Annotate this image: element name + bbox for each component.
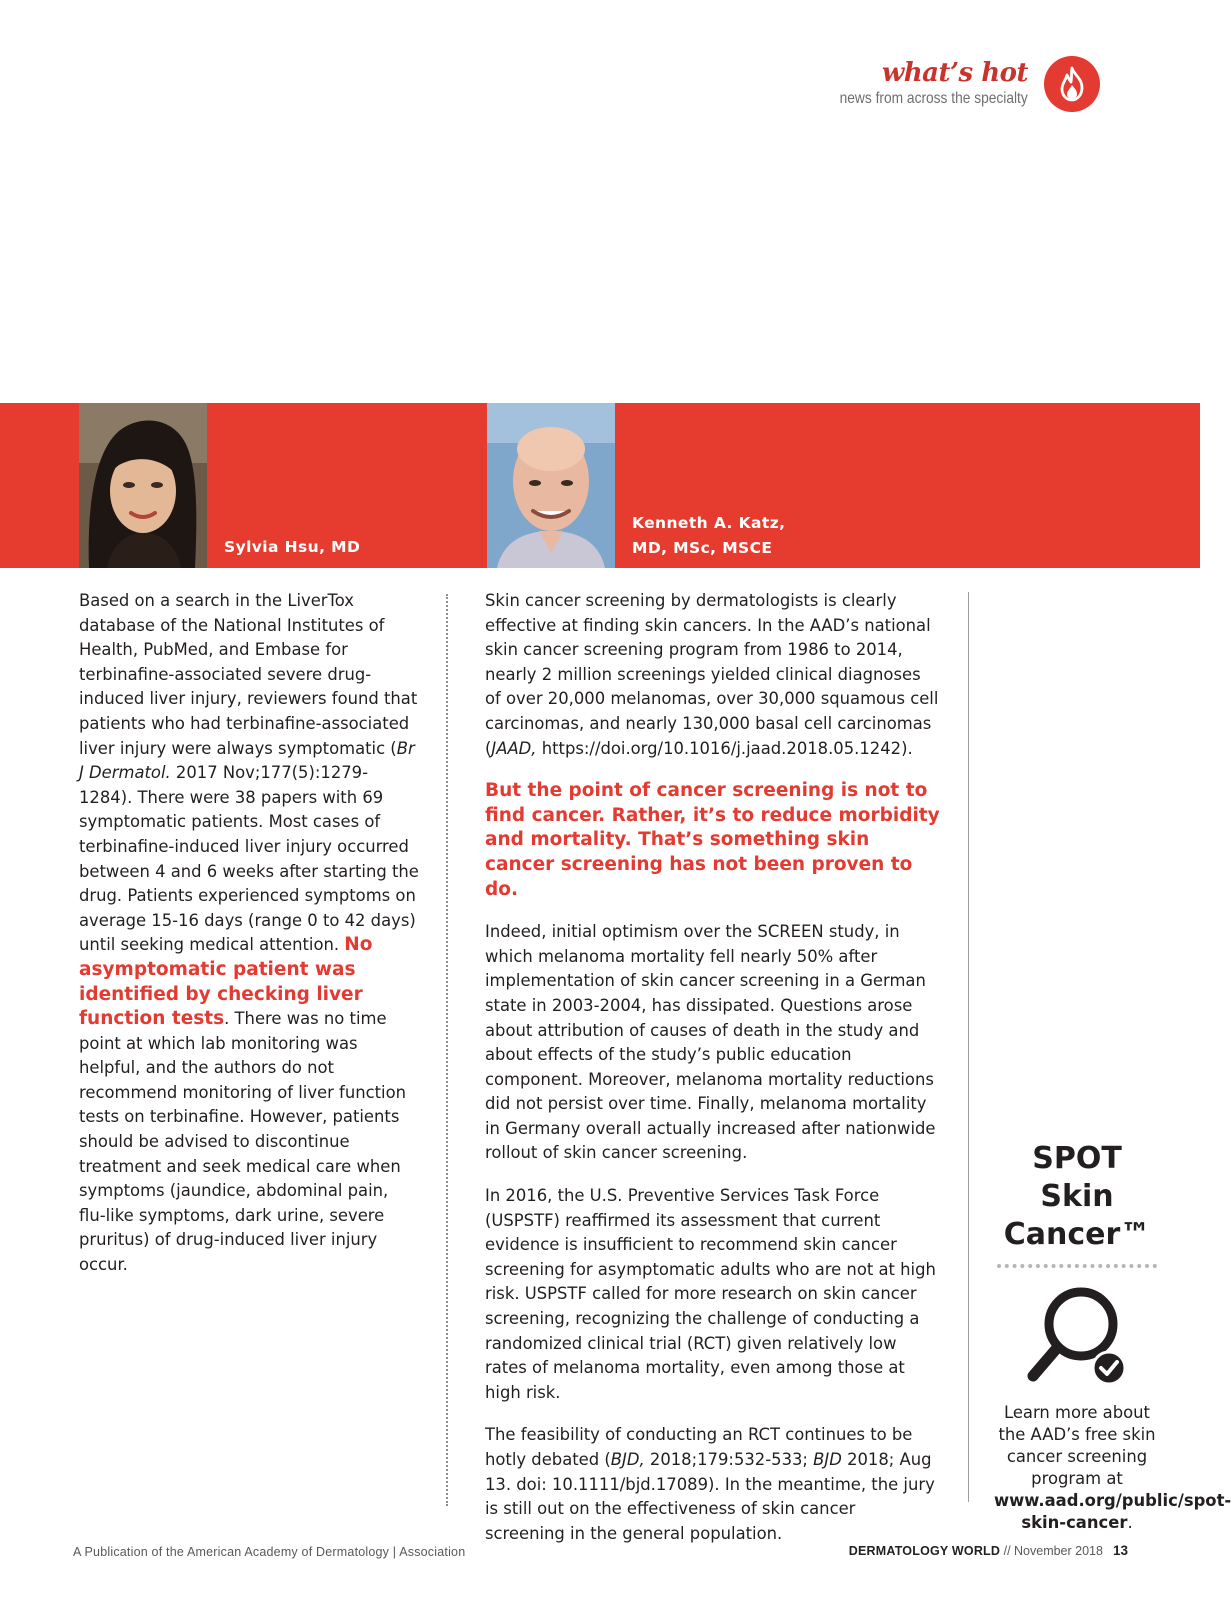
sidebar-text	[994, 1402, 1231, 1534]
mid-paragraph-4	[485, 1423, 940, 1546]
sidebar-text-a: Learn more about the AAD’s free skin cancer screening program at	[998, 1403, 1156, 1488]
left-column-article	[79, 589, 419, 1278]
mid-paragraph-1	[485, 589, 940, 761]
sidebar-text-b: .	[1127, 1513, 1133, 1532]
column-divider-solid	[968, 592, 969, 1502]
footer-folio	[849, 1543, 1128, 1558]
mid-citation-1: JAAD,	[491, 738, 537, 758]
flame-badge	[1044, 56, 1100, 112]
footer-magazine: DERMATOLOGY WORLD	[848, 1544, 1001, 1558]
left-text-2: 2017 Nov;177(5):1279-1284). There were 38 papers with 69 symptomatic patients. Most cases of terbinafine-induced liver injury occurred between 4 and 6 weeks after starting the drug. Patients experienced symptoms on average 15-16 days (range 0 to 42 days) until seeking medical attention.	[79, 763, 419, 955]
author-photo-katz	[487, 403, 615, 568]
section-title: what’s hot	[881, 58, 1028, 88]
mid-text-4c: 2018; Aug 13. doi: 10.1111/bjd.17089). In the meantime, the jury is still out on the effectiveness of skin cancer screening in the general population.	[485, 1450, 935, 1543]
footer-publication: A Publication of the American Academy of Dermatology | Association	[73, 1545, 466, 1559]
author-name-hsu: Sylvia Hsu, MD	[224, 538, 361, 556]
spot-skin-cancer-sidebar	[994, 1140, 1231, 1534]
magnifier-check-icon	[1017, 1280, 1137, 1390]
mid-citation-3: BJD	[813, 1450, 842, 1469]
footer-issue: // November 2018	[1000, 1544, 1103, 1558]
mid-text-2: https://doi.org/10.1016/j.jaad.2018.05.1242).	[536, 738, 913, 758]
column-divider-dotted	[446, 594, 448, 1506]
mid-paragraph-2: Indeed, initial optimism over the SCREEN study, in which melanoma mortality fell nearly 50% after implementation of skin cancer screening in a German state in 2003-2004, has dissipated. Questions arose about attribution of causes of death in the study and about effects of the study’s public education component. Moreover, melanoma mortality reductions did not persist over time. Finally, melanoma mortality in Germany overall actually increased after nationwide rollout of skin cancer screening.	[485, 922, 936, 1163]
mid-text-4b: 2018;179:532-533;	[644, 1450, 814, 1469]
sidebar-title: SPOT Skin Cancer™	[1003, 1141, 1151, 1252]
mid-highlight: But the point of cancer screening is not to find cancer. Rather, it’s to reduce morbidity and mortality. That’s something skin cancer screening has not been proven to do.	[485, 780, 940, 900]
author-photo-hsu	[79, 403, 207, 568]
left-citation: Br J Dermatol.	[79, 738, 415, 783]
section-header	[760, 54, 1100, 114]
left-text-3: . There was no time point at which lab monitoring was helpful, and the authors do not recommend monitoring of liver function tests on terbinafine. However, patients should be advised to discontinue treatment and seek medical care when symptoms (jaundice, abdominal pain, flu-like symptoms, dark urine, severe pruritus) of drug-induced liver injury occur.	[79, 1009, 407, 1275]
author-name-katz-line1: Kenneth A. Katz,	[632, 514, 786, 532]
mid-text-1: Skin cancer screening by dermatologists is clearly effective at finding skin cancers. In the AAD’s national skin cancer screening program from 1986 to 2014, nearly 2 million screenings yielded clinical diagnoses of over 20,000 melanomas, over 30,000 squamous cell carcinomas, and nearly 130,000 basal cell carcinomas (	[485, 591, 939, 758]
mid-citation-2: BJD,	[610, 1450, 645, 1469]
sidebar-dotted-rule	[997, 1264, 1157, 1268]
left-highlight: No asymptomatic patient was identified by checking liver function tests	[79, 934, 373, 1030]
flame-icon	[1056, 66, 1088, 102]
mid-column-article	[485, 589, 940, 1546]
mid-text-4a: The feasibility of conducting an RCT continues to be hotly debated (	[485, 1425, 913, 1469]
section-subtitle: news from across the specialty	[839, 90, 1028, 107]
left-text-1: Based on a search in the LiverTox database of the National Institutes of Health, PubMed, and Embase for terbinafine-associated severe drug-induced liver injury, reviewers found that patients who had terbinafine-associated liver injury were always symptomatic (	[79, 591, 418, 758]
mid-paragraph-3: In 2016, the U.S. Preventive Services Task Force (USPSTF) reaffirmed its assessment that current evidence is insufficient to recommend skin cancer screening for asymptomatic adults who are not at high risk. USPSTF called for more research on skin cancer screening, recognizing the challenge of conducting a randomized clinical trial (RCT) given relatively low rates of melanoma mortality, even among those at high risk.	[485, 1186, 936, 1402]
sidebar-link[interactable]: www.aad.org/public/spot-skin-cancer	[994, 1491, 1231, 1532]
page-number: 13	[1112, 1543, 1128, 1558]
author-name-katz-line2: MD, MSc, MSCE	[632, 539, 773, 557]
author-name-katz	[632, 511, 832, 561]
